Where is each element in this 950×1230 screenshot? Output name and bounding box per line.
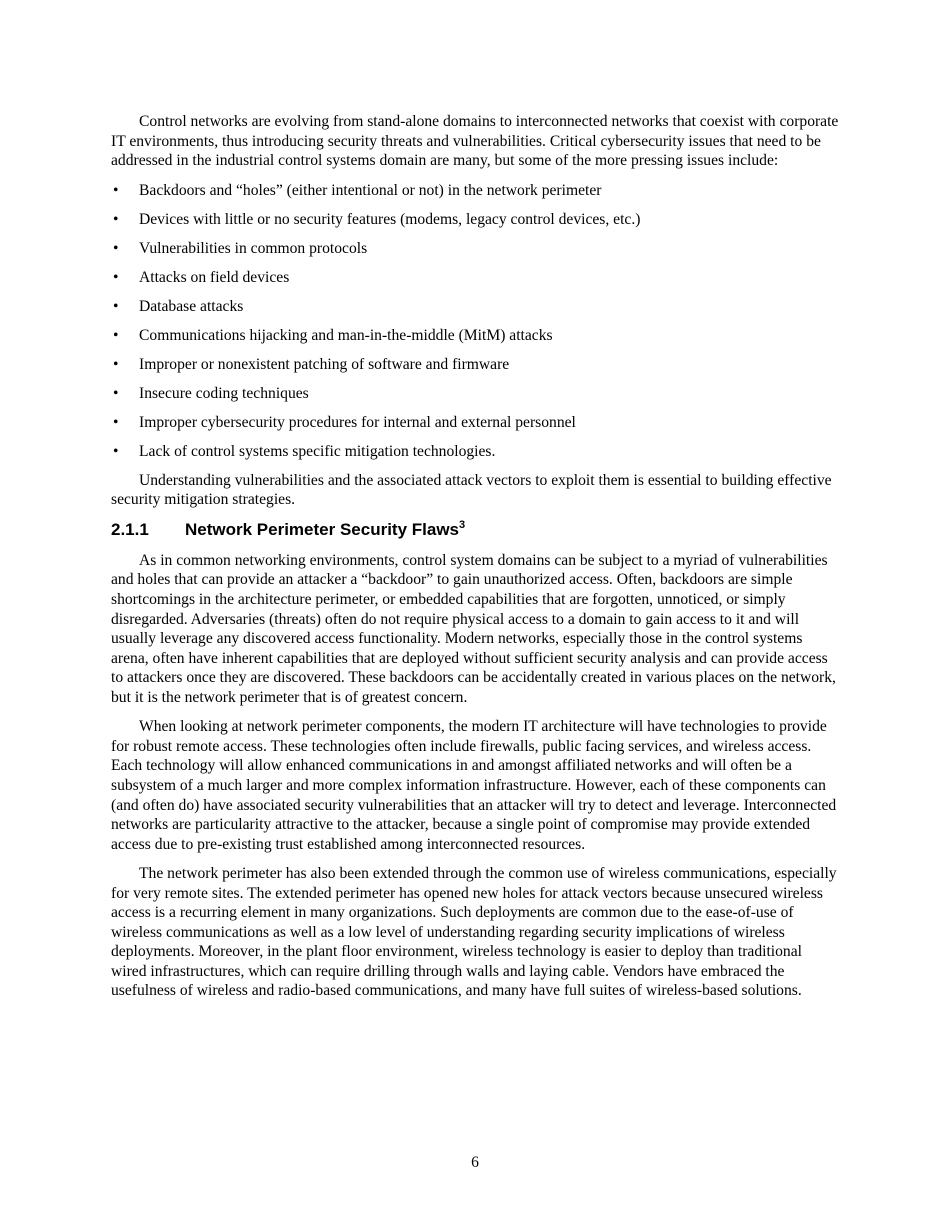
issues-list (111, 181, 839, 461)
list-item-text: Backdoors and “holes” (either intentional or not) in the network perimeter (139, 181, 602, 199)
list-item (111, 384, 839, 404)
bullet-icon: • (113, 297, 119, 315)
summary-paragraph: Understanding vulnerabilities and the associated attack vectors to exploit them is essential to building effective security mitigation strategies. (111, 471, 832, 509)
section-number: 2.1.1 (111, 519, 149, 539)
list-item (111, 210, 839, 230)
bullet-icon: • (113, 181, 119, 199)
list-item (111, 326, 839, 346)
body-paragraph: The network perimeter has also been extended through the common use of wireless communications, especially for very remote sites. The extended perimeter has opened new holes for attack vectors because unsecured wireless access is a recurring element in many organizations. Such deployments are common due to the ease-of-use of wireless communications as well as a low level of understanding regarding security implications of wireless deployments. Moreover, in the plant floor environment, wireless technology is easier to deploy than traditional wired infrastructures, which can require drilling through walls and laying cable. Vendors have embraced the usefulness of wireless and radio-based communications, and many have full suites of wireless-based solutions. (111, 864, 837, 1000)
list-item-text: Database attacks (139, 297, 244, 315)
document-page (111, 112, 839, 1011)
bullet-icon: • (113, 239, 119, 257)
bullet-icon: • (113, 384, 119, 402)
list-item-text: Improper or nonexistent patching of software and firmware (139, 355, 510, 373)
body-paragraph: When looking at network perimeter components, the modern IT architecture will have technologies to provide for robust remote access. These technologies often include firewalls, public facing services, and wireless access. Each technology will allow enhanced communications in and amongst affiliated networks and will often be a subsystem of a much larger and more complex information infrastructure. However, each of these components can (and often do) have associated security vulnerabilities that an attacker will try to detect and leverage. Interconnected networks are particularity attractive to the attacker, because a single point of compromise may provide extended access due to pre-existing trust established among interconnected resources. (111, 718, 837, 853)
page-number: 6 (471, 1154, 479, 1171)
list-item (111, 239, 839, 259)
list-item (111, 442, 839, 462)
list-item-text: Improper cybersecurity procedures for internal and external personnel (139, 413, 576, 431)
section-title: Network Perimeter Security Flaws (185, 519, 460, 539)
section-title-wrap (185, 519, 465, 541)
list-item-text: Communications hijacking and man-in-the-middle (MitM) attacks (139, 326, 553, 344)
list-item-text: Vulnerabilities in common protocols (139, 239, 368, 257)
intro-paragraph: Control networks are evolving from stand-alone domains to interconnected networks that coexist with corporate IT environments, thus introducing security threats and vulnerabilities. Critical cybersecurity issues that need to be addressed in the industrial control systems domain are many, but some of the more pressing issues include: (111, 113, 839, 170)
list-item (111, 413, 839, 433)
list-item (111, 181, 839, 201)
list-item (111, 355, 839, 375)
list-item (111, 297, 839, 317)
bullet-icon: • (113, 413, 119, 431)
list-item (111, 268, 839, 288)
list-item-text: Devices with little or no security features (modems, legacy control devices, etc.) (139, 210, 641, 228)
bullet-icon: • (113, 442, 119, 460)
bullet-icon: • (113, 326, 119, 344)
list-item-text: Attacks on field devices (139, 268, 290, 286)
list-item-text: Lack of control systems specific mitigation technologies. (139, 442, 496, 460)
bullet-icon: • (113, 210, 119, 228)
list-item-text: Insecure coding techniques (139, 384, 309, 402)
section-heading (111, 519, 839, 541)
bullet-icon: • (113, 268, 119, 286)
bullet-icon: • (113, 355, 119, 373)
footnote-reference: 3 (459, 518, 466, 531)
body-paragraph: As in common networking environments, control system domains can be subject to a myriad of vulnerabilities and holes that can provide an attacker a “backdoor” to gain unauthorized access. Often, backdoors are simple shortcomings in the architecture perimeter, or embedded capabilities that are forgotten, unnoticed, or simply disregarded. Adversaries (threats) often do not require physical access to a domain to gain access to it and will usually leverage any discovered access functionality. Modern networks, especially those in the control systems arena, often have inherent capabilities that are deployed without sufficient security analysis and can provide access to attackers once they are discovered. These backdoors can be accidentally created in various places on the network, but it is the network perimeter that is of greatest concern. (111, 551, 836, 706)
